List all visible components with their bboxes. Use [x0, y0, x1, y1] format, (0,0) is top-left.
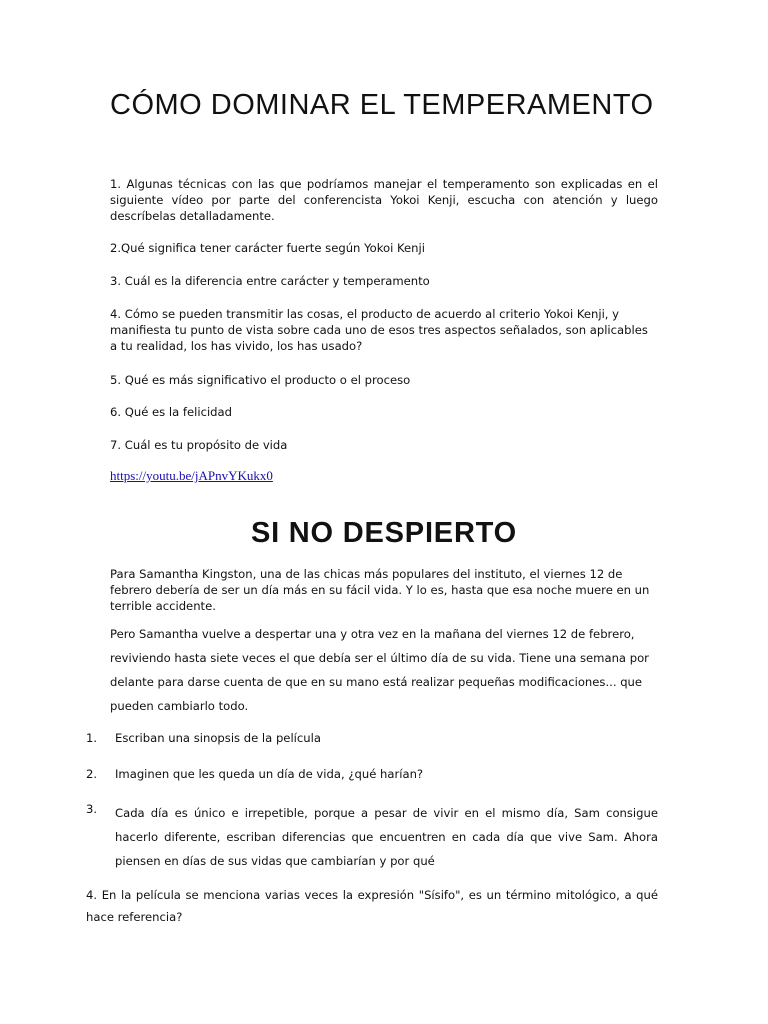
synopsis-paragraph-1: Para Samantha Kingston, una de las chicas más populares del instituto, el viernes 12 de febrero debería de ser un día más en su fácil vida. Y lo es, hasta que esa noche muere en un terrible accidente.: [110, 567, 650, 613]
list-item-number: 4.: [86, 888, 98, 902]
question-1: 1. Algunas técnicas con las que podríamos manejar el temperamento son explicadas en el siguiente vídeo por parte del conferencista Yokoi Kenji, escucha con atención y luego descríbelas detalladamente.: [110, 177, 658, 223]
question-2: 2.Qué significa tener carácter fuerte según Yokoi Kenji: [110, 241, 425, 255]
list-item-text: Cada día es único e irrepetible, porque a pesar de vivir en el mismo día, Sam consigue hacerlo diferente, escriban diferencias que encuentren en cada día que vive Sam. Ahora piensen en días de sus vidas que cambiarían y por qué: [115, 806, 658, 868]
list-item-text: En la película se menciona varias veces la expresión "Sísifo", es un término mitológico, a qué hace referencia?: [86, 888, 658, 924]
list-item-number: 2.: [86, 767, 98, 781]
synopsis-paragraph-2: Pero Samantha vuelve a despertar una y otra vez en la mañana del viernes 12 de febrero, reviviendo hasta siete veces el que debía ser el último día de su vida. Tiene una semana por delante para darse cuenta de que en su mano está realizar pequeñas modificaciones... que pueden cambiarlo todo.: [110, 627, 649, 713]
question-5: 5. Qué es más significativo el producto o el proceso: [110, 373, 411, 387]
section1-title: CÓMO DOMINAR EL TEMPERAMENTO: [110, 89, 654, 121]
question-3: 3. Cuál es la diferencia entre carácter y temperamento: [110, 274, 430, 288]
section2-title: SI NO DESPIERTO: [250, 517, 518, 549]
list-item-text: Escriban una sinopsis de la película: [115, 731, 321, 745]
question-7: 7. Cuál es tu propósito de vida: [110, 438, 288, 452]
list-item-4: [86, 884, 658, 928]
list-item-number: 3.: [86, 802, 98, 816]
question-4: 4. Cómo se pueden transmitir las cosas, el producto de acuerdo al criterio Yokoi Kenji, y manifiesta tu punto de vista sobre cada uno de esos tres aspectos señalados, son aplicables a tu realidad, los has vivido, los has usado?: [110, 307, 648, 353]
list-item-text: Imaginen que les queda un día de vida, ¿qué harían?: [115, 767, 424, 781]
question-6: 6. Qué es la felicidad: [110, 405, 232, 419]
list-item-number: 1.: [86, 731, 98, 745]
video-link[interactable]: https://youtu.be/jAPnvYKukx0: [110, 468, 273, 483]
